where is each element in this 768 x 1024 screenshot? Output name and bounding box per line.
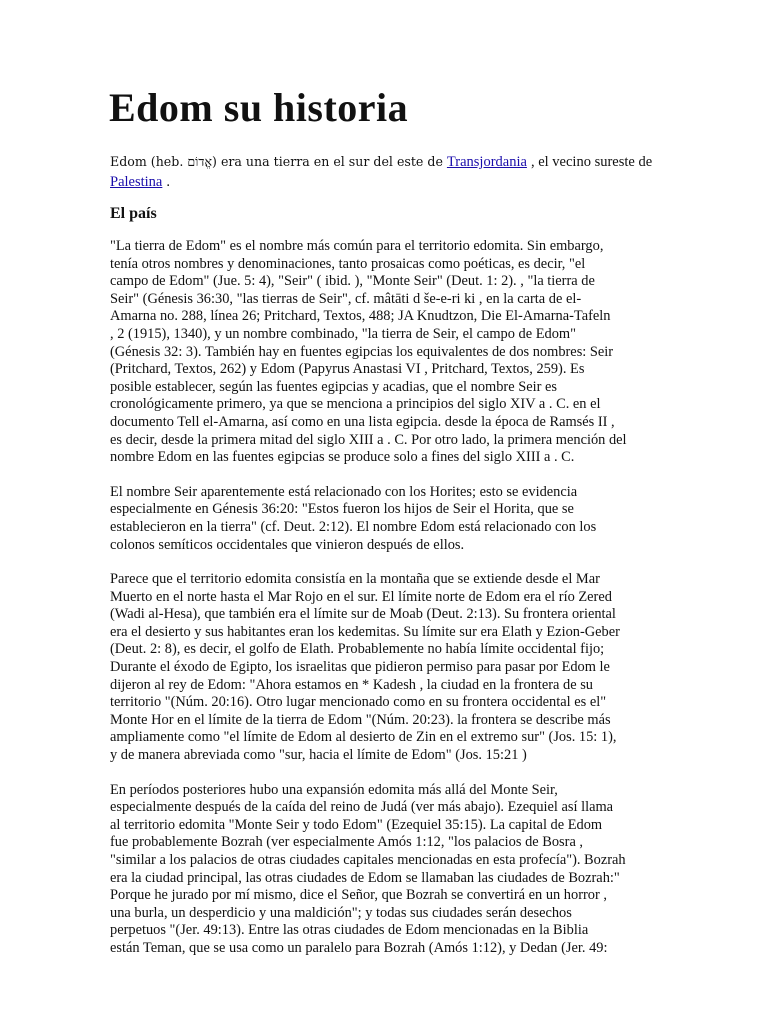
paragraph-line: (Wadi al-Hesa), que también era el límite sur de Moab (Deut. 2:13). Su frontera oriental (110, 606, 616, 623)
paragraph (110, 238, 655, 467)
paragraph (110, 484, 655, 554)
paragraph-line: documento Tell el-Amarna, así como en una lista egipcia. desde la época de Ramsés II , (110, 413, 615, 430)
paragraph-line: una burla, un desperdicio y una maldición"; y todas sus ciudades serán desechos (110, 904, 572, 921)
paragraph-line: era la ciudad principal, las otras ciudades de Edom se llamaban las ciudades de Bozrah:" (110, 869, 620, 886)
paragraph-line: En períodos posteriores hubo una expansión edomita más allá del Monte Seir, (110, 781, 558, 798)
paragraph-line: El nombre Seir aparentemente está relacionado con los Horites; esto se evidencia (110, 483, 578, 500)
paragraph-line: Muerto en el norte hasta el Mar Rojo en el sur. El límite norte de Edom era el río Zered (110, 588, 612, 605)
paragraph-line: colonos semíticos occidentales que vinieron después de ellos. (110, 536, 465, 553)
paragraph-line: están Teman, que se usa como un paralelo para Bozrah (Amós 1:12), y Dedan (Jer. 49: (110, 939, 608, 956)
article-body (110, 238, 655, 975)
paragraph-line: posible establecer, según las fuentes egipcias y acadias, que el nombre Seir es (110, 378, 557, 395)
intro-paragraph (110, 152, 660, 192)
paragraph-line: (Pritchard, Textos, 262) y Edom (Papyrus Anastasi VI , Pritchard, Textos, 259). Es (110, 361, 585, 378)
page-title: Edom su historia (109, 85, 409, 130)
paragraph-line: tenía otros nombres y denominaciones, tanto prosaicas como poéticas, es decir, "el (110, 255, 586, 272)
paragraph-line: "similar a los palacios de otras ciudades capitales mencionadas en esta profecía"). Bozrah (110, 852, 626, 868)
paragraph-line: y de manera abreviada como "sur, hacia el límite de Edom" (Jos. 15:21 ) (110, 747, 527, 764)
paragraph-line: Amarna no. 288, línea 26; Pritchard, Textos, 488; JA Knudtzon, Die El-Amarna-Tafeln (110, 308, 611, 325)
paragraph-line: especialmente después de la caída del reino de Judá (ver más abajo). Ezequiel así llama (110, 799, 614, 816)
paragraph-line: , 2 (1915), 1340), y un nombre combinado, "la tierra de Seir, el campo de Edom" (110, 325, 576, 342)
intro-middle: , el vecino sureste de (530, 154, 653, 170)
paragraph-line: "La tierra de Edom" es el nombre más común para el territorio edomita. Sin embargo, (110, 238, 604, 254)
link-palestina[interactable]: Palestina (110, 174, 163, 190)
paragraph-line: establecieron en la tierra" (cf. Deut. 2:12). El nombre Edom está relacionado con los (110, 518, 597, 535)
paragraph-line: (Génesis 32: 3). También hay en fuentes egipcias los equivalentes de dos nombres: Seir (110, 343, 614, 360)
paragraph-line: territorio "(Núm. 20:16). Otro lugar mencionado como en su frontera occidental es el" (110, 694, 607, 711)
paragraph-line: especialmente en Génesis 36:20: "Estos fueron los hijos de Seir el Horita, que se (110, 501, 574, 518)
paragraph-line: Durante el éxodo de Egipto, los israelitas que pidieron permiso para pasar por Edom le (110, 659, 610, 676)
paragraph-line: era el desierto y sus habitantes eran los kedemitas. Su límite sur era Elath y Ezion-Geber (110, 623, 620, 640)
paragraph-line: cronológicamente primero, ya que se menciona a principios del siglo XIV a . C. en el (110, 396, 601, 413)
paragraph (110, 571, 655, 765)
link-transjordania[interactable]: Transjordania (446, 154, 527, 170)
paragraph-line: dijeron al rey de Edom: "Ahora estamos en * Kadesh , la ciudad en la frontera de su (110, 676, 593, 693)
paragraph-line: ampliamente como "el límite de Edom al desierto de Zin en el extremo sur" (Jos. 15: 1), (110, 729, 617, 746)
paragraph-line: Seir" (Génesis 36:30, "las tierras de Seir", cf. mâtāti d še-e-ri ki , en la carta de el- (110, 290, 582, 307)
intro-prefix: Edom (heb. אֱדוֹם) era una tierra en el sur del este de (110, 154, 443, 169)
paragraph-line: al territorio edomita "Monte Seir y todo Edom" (Ezequiel 35:15). La capital de Edom (110, 816, 603, 833)
paragraph-line: campo de Edom" (Jue. 5: 4), "Seir" ( ibid. ), "Monte Seir" (Deut. 1: 2). , "la tierra de (110, 273, 595, 290)
paragraph-line: perpetuos "(Jer. 49:13). Entre las otras ciudades de Edom mencionadas en la Biblia (110, 922, 589, 939)
paragraph-line: (Deut. 2: 8), es decir, el golfo de Elath. Probablemente no había límite occidental fijo; (110, 641, 605, 658)
section-heading: El país (110, 205, 157, 222)
paragraph-line: Monte Hor en el límite de la tierra de Edom "(Núm. 20:23). la frontera se describe más (110, 711, 611, 728)
paragraph-line: Parece que el territorio edomita consistía en la montaña que se extiende desde el Mar (110, 571, 600, 588)
paragraph-line: Porque he jurado por mí mismo, dice el Señor, que Bozrah se convertirá en un horror , (110, 887, 607, 904)
paragraph-line: nombre Edom en las fuentes egipcias se produce solo a fines del siglo XIII a . C. (110, 449, 575, 466)
paragraph-line: es decir, desde la primera mitad del siglo XIII a . C. Por otro lado, la primera mención del (110, 431, 627, 448)
paragraph (110, 782, 655, 958)
paragraph-line: fue probablemente Bozrah (ver especialmente Amós 1:12, "los palacios de Bosra , (110, 834, 584, 851)
intro-suffix: . (166, 174, 170, 190)
